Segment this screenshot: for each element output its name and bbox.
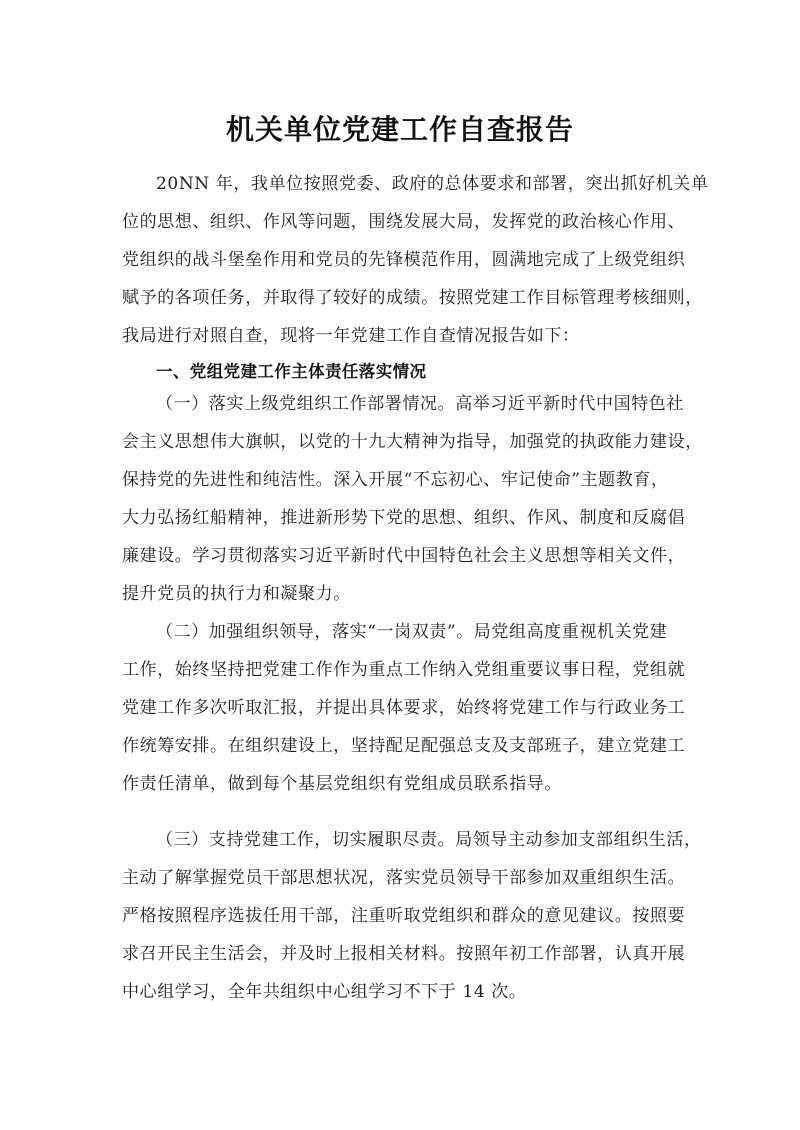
intro-line-2: 位的思想、组织、作风等问题，围绕发展大局，发挥党的政治核心作用、: [122, 212, 686, 232]
sub3-line-2: 主动了解掌握党员干部思想状况，落实党员领导干部参加双重组织生活。: [122, 868, 686, 888]
sub2-line-1: （二）加强组织领导，落实“一岗双责”。局党组高度重视机关党建: [156, 622, 668, 642]
section-heading: 一、党组党建工作主体责任落实情况: [156, 362, 427, 381]
sub3-line-3: 严格按照程序选拔任用干部，注重听取党组织和群众的意见建议。按照要: [122, 906, 686, 926]
sub3-line-5: 中心组学习，全年共组织中心组学习不下于 14 次。: [122, 982, 527, 1002]
sub3-line-4: 求召开民主生活会，并及时上报相关材料。按照年初工作部署，认真开展: [122, 944, 686, 964]
sub1-line-2: 会主义思想伟大旗帜，以党的十九大精神为指导，加强党的执政能力建设，: [122, 432, 703, 452]
sub2-line-5: 作责任清单，做到每个基层党组织有党组成员联系指导。: [122, 774, 562, 794]
sub3-line-1: （三）支持党建工作，切实履职尽责。局领导主动参加支部组织生活，: [156, 830, 702, 850]
intro-line-4: 赋予的各项任务，并取得了较好的成绩。按照党建工作目标管理考核细则，: [122, 288, 703, 308]
sub1-line-4: 大力弘扬红船精神，推进新形势下党的思想、组织、作风、制度和反腐倡: [122, 508, 686, 528]
sub1-line-1: （一）落实上级党组织工作部署情况。高举习近平新时代中国特色社: [156, 394, 684, 414]
sub1-line-5: 廉建设。学习贯彻落实习近平新时代中国特色社会主义思想等相关文件，: [122, 546, 686, 566]
document-title: 机关单位党建工作自查报告: [225, 113, 574, 146]
sub1-line-3: 保持党的先进性和纯洁性。深入开展“不忘初心、牢记使命”主题教育，: [122, 470, 669, 490]
sub1-line-6: 提升党员的执行力和凝聚力。: [122, 584, 351, 604]
sub2-line-3: 党建工作多次听取汇报，并提出具体要求，始终将党建工作与行政业务工: [122, 698, 686, 718]
intro-line-3: 党组织的战斗堡垒作用和党员的先锋模范作用，圆满地完成了上级党组织: [122, 250, 686, 270]
sub2-line-2: 工作，始终坚持把党建工作作为重点工作纳入党组重要议事日程，党组就: [122, 660, 686, 680]
intro-line-5: 我局进行对照自查，现将一年党建工作自查情况报告如下：: [122, 326, 580, 346]
intro-line-1: 20NN 年，我单位按照党委、政府的总体要求和部署，突出抓好机关单: [156, 174, 709, 194]
sub2-line-4: 作统筹安排。在组织建设上，坚持配足配强总支及支部班子，建立党建工: [122, 736, 686, 756]
